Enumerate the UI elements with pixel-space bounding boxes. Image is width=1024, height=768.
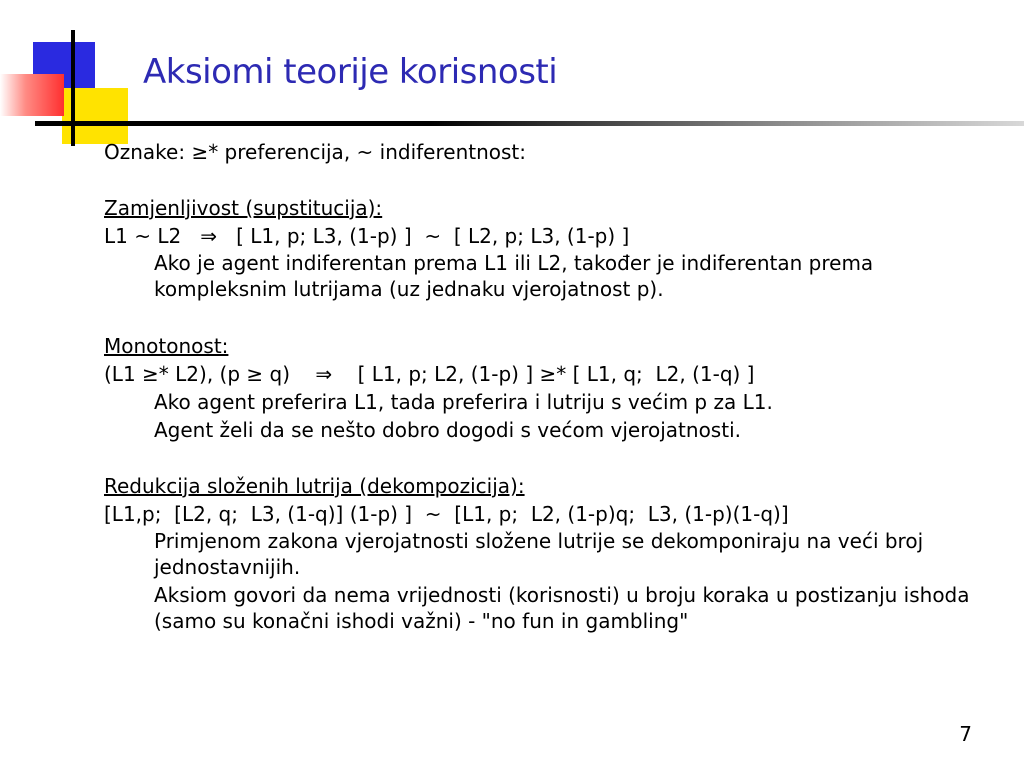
section-heading-monotonicity: Monotonost: [104,334,229,358]
slide-title: Aksiomi teorije korisnosti [143,52,558,92]
slide-body [104,138,1004,636]
note-reduction-1: Primjenom zakona vjerojatnosti složene lutrije se dekomponiraju na veći broj jednostavnijih. [154,529,924,579]
decor-vertical-line [71,30,75,146]
note-monotonicity-1: Ako agent preferira L1, tada preferira i lutriju s većim p za L1. [154,390,773,414]
section-heading-substitution: Zamjenljivost (supstitucija): [104,196,383,220]
formula-monotonicity: (L1 ≥* L2), (p ≥ q) ⇒ [ L1, p; L2, (1-p) ] ≥* [ L1, q; L2, (1-q) ] [104,362,755,386]
page-number: 7 [959,722,972,746]
formula-substitution: L1 ~ L2 ⇒ [ L1, p; L3, (1-p) ] ~ [ L2, p; L3, (1-p) ] [104,224,630,248]
note-reduction-2: Aksiom govori da nema vrijednosti (korisnosti) u broju koraka u postizanju ishoda (samo su konačni ishodi važni) - "no fun in gambling" [154,583,970,633]
title-underline [35,121,1024,126]
notation-line: Oznake: ≥* preferencija, ~ indiferentnost: [104,140,526,164]
note-monotonicity-2: Agent želi da se nešto dobro dogodi s većom vjerojatnosti. [154,418,741,442]
note-substitution-1: Ako je agent indiferentan prema L1 ili L2, također je indiferentan prema kompleksnim lutrijama (uz jednaku vjerojatnost p). [154,251,874,301]
section-heading-reduction: Redukcija složenih lutrija (dekompozicija): [104,474,525,498]
decor-red-bar [0,74,64,116]
formula-reduction: [L1,p; [L2, q; L3, (1-q)] (1-p) ] ~ [L1, p; L2, (1-p)q; L3, (1-p)(1-q)] [104,502,789,526]
